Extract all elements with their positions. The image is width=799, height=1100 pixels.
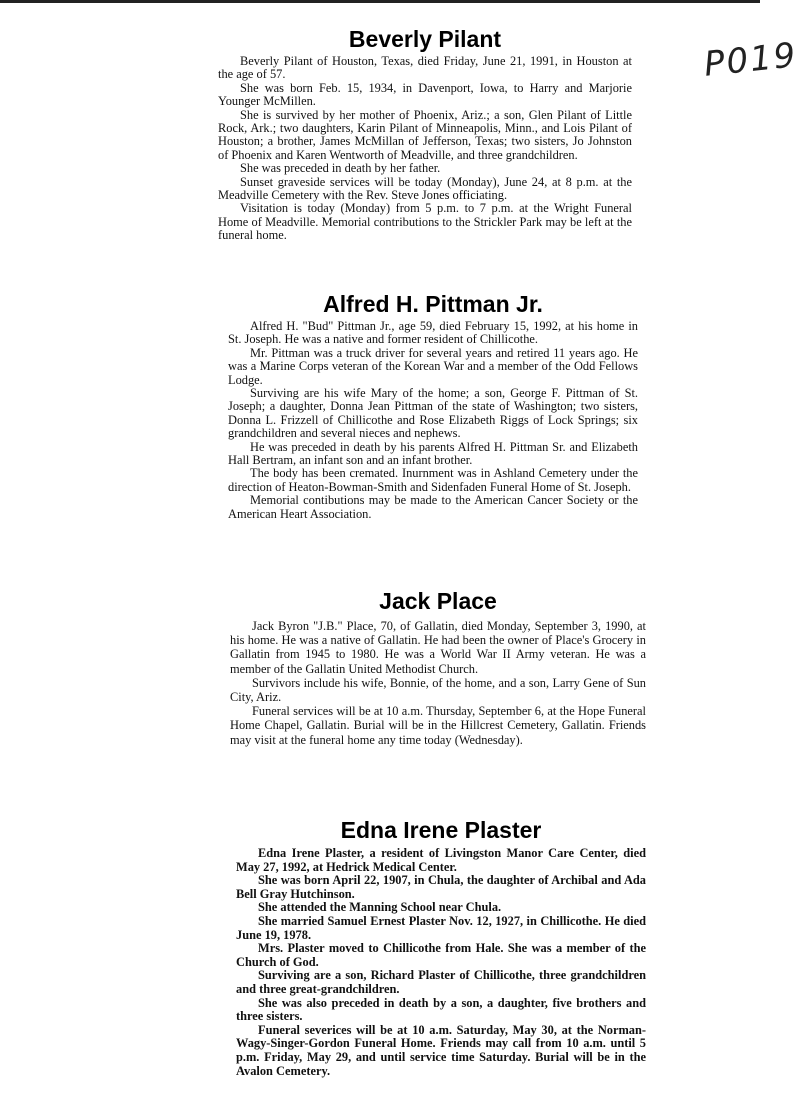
obituary-paragraph: Surviving are his wife Mary of the home; a son, George F. Pittman of St. Joseph; a daughter, Donna Jean Pittman of the state of Washington; two sisters, Donna L. Frizzell of Chillicothe and Rose Elizabeth Riggs of Lock Springs; six grandchildren and several nieces and nephews. [228, 386, 638, 441]
obituary-paragraph: She was also preceded in death by a son, a daughter, five brothers and three sisters. [236, 995, 646, 1024]
obituary-name: Beverly Pilant [348, 26, 502, 52]
obituary-paragraph: Sunset graveside services will be today (Monday), June 24, at 8 p.m. at the Meadville Cemetery with the Rev. Steve Jones officiating. [218, 174, 632, 203]
obituary-name: Edna Irene Plaster [340, 817, 542, 843]
obituary-jack-place [230, 588, 646, 747]
obituary-beverly-pilant [218, 26, 632, 243]
obituary-paragraph: Edna Irene Plaster, a resident of Livingston Manor Care Center, died May 27, 1992, at Hedrick Medical Center. [236, 846, 646, 874]
obituary-paragraph: Survivors include his wife, Bonnie, of the home, and a son, Larry Gene of Sun City, Ariz. [230, 675, 646, 705]
obituary-paragraph: She was born Feb. 15, 1934, in Davenport, Iowa, to Harry and Marjorie Younger McMillen. [218, 80, 632, 109]
obituary-paragraph: Funeral services will be at 10 a.m. Thursday, September 6, at the Hope Funeral Home Chapel, Gallatin. Burial will be in the Hillcrest Cemetery, Gallatin. Friends may visit at the funeral home any time today (Wednesday). [230, 704, 646, 747]
obituary-paragraph: She was born April 22, 1907, in Chula, the daughter of Archibal and Ada Bell Gray Hutchinson. [236, 873, 646, 901]
obituary-paragraph: He was preceded in death by his parents Alfred H. Pittman Sr. and Elizabeth Hall Bertram, an infant son and an infant brother. [228, 439, 638, 468]
obituary-paragraph: She attended the Manning School near Chula. [258, 900, 502, 915]
obituary-paragraph: She was preceded in death by her father. [240, 161, 441, 176]
obituary-name: Jack Place [379, 588, 497, 614]
obituary-paragraph: Funeral severices will be at 10 a.m. Saturday, May 30, at the Norman-Wagy-Singer-Gordon Funeral Home. Friends may call from 10 a.m. until 5 p.m. Friday, May 29, and until service time Saturday. Burial will be in the Avalon Cemetery. [236, 1022, 646, 1078]
obituary-alfred-pittman [228, 291, 638, 521]
obituary-paragraph: Visitation is today (Monday) from 5 p.m. to 7 p.m. at the Wright Funeral Home of Meadville. Memorial contributions to the Strickler Park may be left at the funeral home. [218, 201, 632, 243]
obituary-paragraph: The body has been cremated. Inurnment was in Ashland Cemetery under the direction of Heaton-Bowman-Smith and Sidenfaden Funeral Home of St. Joseph. [228, 466, 638, 494]
page-code-handwritten: P019 [702, 35, 799, 85]
obituary-paragraph: Mrs. Plaster moved to Chillicothe from Hale. She was a member of the Church of God. [236, 941, 646, 969]
obituary-paragraph: Surviving are a son, Richard Plaster of Chillicothe, three grandchildren and three great-grandchildren. [236, 968, 646, 996]
obituary-paragraph: She is survived by her mother of Phoenix, Ariz.; a son, Glen Pilant of Little Rock, Ark.; two daughters, Karin Pilant of Minneapolis, Minn., and Lois Pilant of Houston; a brother, James McMillan of Jefferson, Texas; two sisters, Jo Johnston of Phoenix and Karen Wentworth of Meadville, and three grandchildren. [218, 107, 632, 162]
obituary-name: Alfred H. Pittman Jr. [323, 291, 543, 317]
obituary-edna-plaster [236, 817, 646, 1078]
obituary-paragraph: She married Samuel Ernest Plaster Nov. 12, 1927, in Chillicothe. He died June 19, 1978. [236, 913, 646, 942]
obituary-paragraph: Memorial contibutions may be made to the American Cancer Society or the American Heart Association. [228, 493, 638, 521]
top-rule [0, 0, 760, 3]
obituary-paragraph: Beverly Pilant of Houston, Texas, died Friday, June 21, 1991, in Houston at the age of 57. [218, 54, 632, 82]
obituary-paragraph: Jack Byron "J.B." Place, 70, of Gallatin, died Monday, September 3, 1990, at his home. He was a native of Gallatin. He had been the owner of Place's Grocery in Gallatin from 1945 to 1980. He was a World War II Army veteran. He was a member of the Gallatin United Methodist Church. [230, 619, 646, 676]
obituary-paragraph: Alfred H. "Bud" Pittman Jr., age 59, died February 15, 1992, at his home in St. Joseph. He was a native and former resident of Chillicothe. [228, 319, 638, 347]
obituary-paragraph: Mr. Pittman was a truck driver for several years and retired 11 years ago. He was a Marine Corps veteran of the Korean War and a member of the Odd Fellows Lodge. [228, 345, 638, 387]
